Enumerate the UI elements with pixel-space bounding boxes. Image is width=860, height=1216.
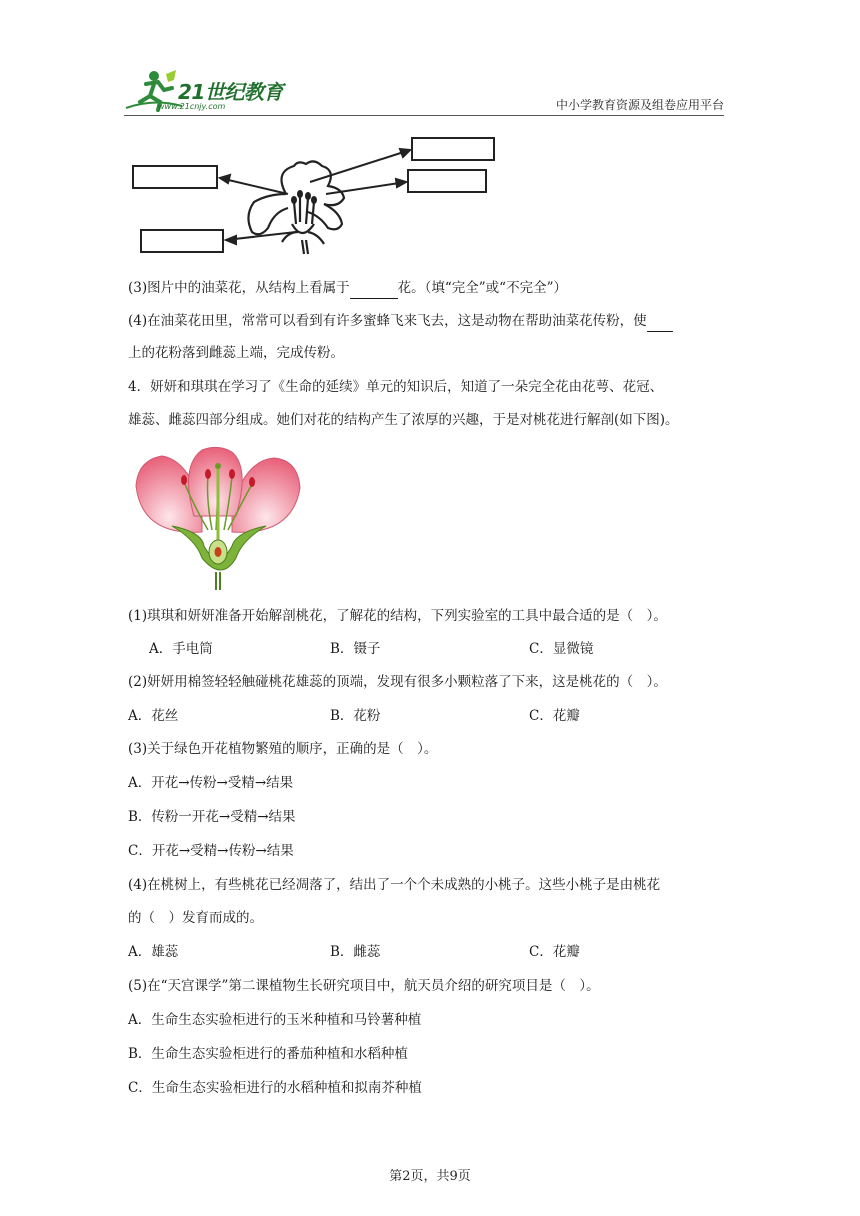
q4-intro-line2: 雄蕊、雌蕊四部分组成。她们对花的结构产生了浓厚的兴趣，于是对桃花进行解剖(如下图)。 <box>128 412 679 428</box>
q4-s1-stem: (1)琪琪和妍妍准备开始解剖桃花，了解花的结构，下列实验室的工具中最合适的是（ ）。 <box>128 608 667 624</box>
q3-part3-prefix: (3)图片中的油菜花，从结构上看属于 <box>128 280 350 296</box>
q4-s5-option-a[interactable]: A．生命生态实验柜进行的玉米种植和马铃薯种植 <box>128 1012 422 1028</box>
label-box-right-middle <box>408 170 486 192</box>
logo-text: 21世纪教育 <box>178 80 283 104</box>
q4-s2-stem: (2)妍妍用棉签轻轻触碰桃花雄蕊的顶端，发现有很多小颗粒落了下来，这是桃花的（ ）。 <box>128 674 667 690</box>
page-number: 第2页，共9页 <box>389 1169 471 1184</box>
q4-s3-option-c[interactable]: C．开花→受精→传粉→结果 <box>128 843 294 859</box>
answer-blank[interactable] <box>350 276 398 299</box>
q4-s1-option-c[interactable]: C．显微镜 <box>529 641 594 657</box>
logo-url-text: www.21cnjy.com <box>158 102 226 111</box>
header-divider <box>124 115 724 116</box>
q4-s1-option-b[interactable]: B．镊子 <box>330 641 381 657</box>
q4-s2-option-a[interactable]: A．花丝 <box>128 708 179 724</box>
q4-s3-stem: (3)关于绿色开花植物繁殖的顺序，正确的是（ ）。 <box>128 741 438 757</box>
flower-structure-diagram <box>128 132 500 258</box>
label-box-left-top <box>133 166 217 188</box>
label-box-left-bottom <box>141 230 223 252</box>
q3-part3-suffix: 花。（填“完全”或“不完全”） <box>397 280 567 296</box>
q4-s4-option-c[interactable]: C．花瓣 <box>529 944 580 960</box>
q4-s5-option-c[interactable]: C．生命生态实验柜进行的水稻种植和拟南芥种植 <box>128 1080 422 1096</box>
q3-part3 <box>128 276 567 299</box>
q4-s5-option-b[interactable]: B．生命生态实验柜进行的番茄种植和水稻种植 <box>128 1046 408 1062</box>
q4-s4-option-b[interactable]: B．雌蕊 <box>330 944 381 960</box>
q3-part4-line2: 上的花粉落到雌蕊上端，完成传粉。 <box>128 345 344 361</box>
q3-part4-line1 <box>128 309 673 332</box>
answer-blank[interactable] <box>647 309 673 332</box>
q4-intro-line1: 4．妍妍和琪琪在学习了《生命的延续》单元的知识后，知道了一朵完全花由花萼、花冠、 <box>128 379 664 395</box>
site-name: 中小学教育资源及组卷应用平台 <box>555 98 724 112</box>
label-box-right-top <box>412 138 494 160</box>
q3-part4-text: (4)在油菜花田里，常常可以看到有许多蜜蜂飞来飞去，这是动物在帮助油菜花传粉，使 <box>128 313 647 329</box>
q4-s4-option-a[interactable]: A．雄蕊 <box>128 944 179 960</box>
logo <box>124 68 294 114</box>
peach-blossom-image <box>132 446 304 592</box>
q4-s1-option-a[interactable]: A．手电筒 <box>149 641 213 657</box>
q4-s2-option-c[interactable]: C．花瓣 <box>529 708 580 724</box>
q4-s2-option-b[interactable]: B．花粉 <box>330 708 381 724</box>
q4-s4-stem-line1: (4)在桃树上，有些桃花已经凋落了，结出了一个个未成熟的小桃子。这些小桃子是由桃花 <box>128 877 661 893</box>
q4-s5-stem: (5)在“天宫课学”第二课植物生长研究项目中，航天员介绍的研究项目是（ ）。 <box>128 978 600 994</box>
q4-s3-option-b[interactable]: B．传粉一开花→受精→结果 <box>128 809 296 825</box>
q4-s4-stem-line2: 的（ ）发育而成的。 <box>128 910 263 926</box>
stamen-anthers <box>291 190 317 204</box>
q4-s3-option-a[interactable]: A．开花→传粉→受精→结果 <box>128 775 294 791</box>
